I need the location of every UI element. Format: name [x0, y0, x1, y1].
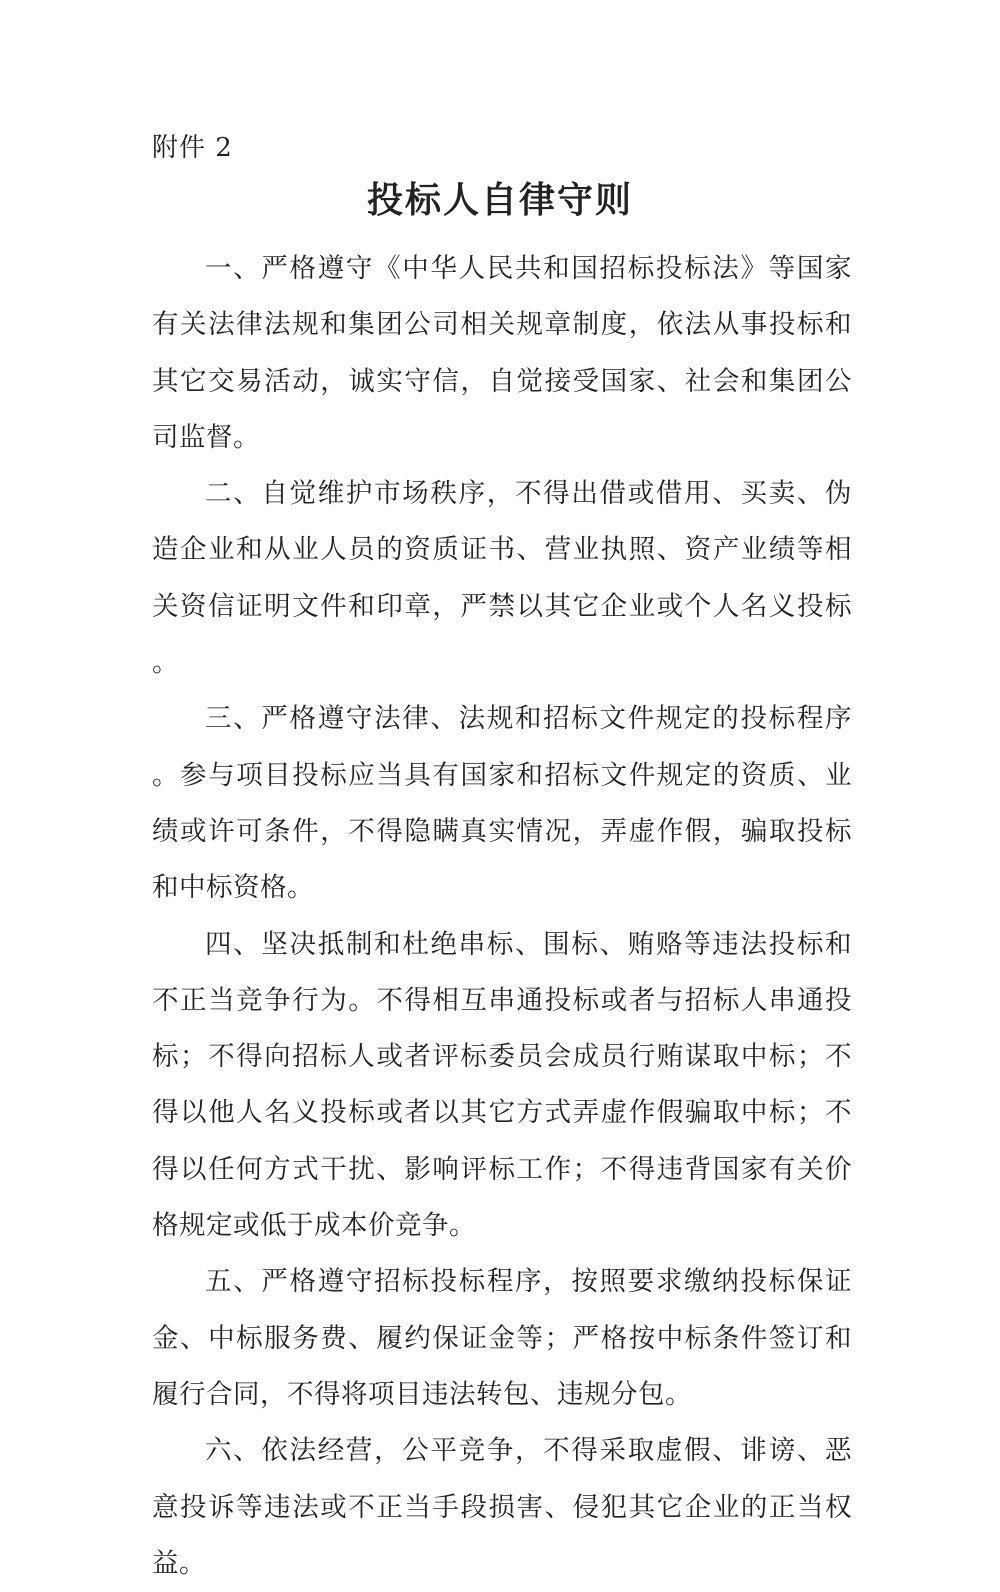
attachment-label: 附件 2 [152, 133, 233, 163]
paragraph-6: 六、依法经营，公平竞争，不得采取虚假、诽谤、恶意投诉等违法或不正当手段损害、侵犯其它企业的正当权益。 [152, 1435, 852, 1579]
paragraph-3: 三、严格遵守法律、法规和招标文件规定的投标程序。参与项目投标应当具有国家和招标文件规定的资质、业绩或许可条件，不得隐瞒真实情况，弄虚作假，骗取投标和中标资格。 [152, 703, 852, 904]
document-body [152, 241, 852, 1592]
paragraph-5: 五、严格遵守招标投标程序，按照要求缴纳投标保证金、中标服务费、履约保证金等；严格按中标条件签订和履行合同，不得将项目违法转包、违规分包。 [152, 1266, 852, 1410]
paragraph-2: 二、自觉维护市场秩序，不得出借或借用、买卖、伪造企业和从业人员的资质证书、营业执照、资产业绩等相关资信证明文件和印章，严禁以其它企业或个人名义投标。 [152, 478, 852, 679]
paragraph-1: 一、严格遵守《中华人民共和国招标投标法》等国家有关法律法规和集团公司相关规章制度，依法从事投标和其它交易活动，诚实守信，自觉接受国家、社会和集团公司监督。 [152, 253, 852, 453]
paragraph-4: 四、坚决抵制和杜绝串标、围标、贿赂等违法投标和不正当竞争行为。不得相互串通投标或者与招标人串通投标；不得向招标人或者评标委员会成员行贿谋取中标；不得以他人名义投标或者以其它方式弄虚作假骗取中标；不得以任何方式干扰、影响评标工作；不得违背国家有关价格规定或低于成本价竞争。 [152, 928, 852, 1242]
document-title: 投标人自律守则 [366, 180, 633, 221]
